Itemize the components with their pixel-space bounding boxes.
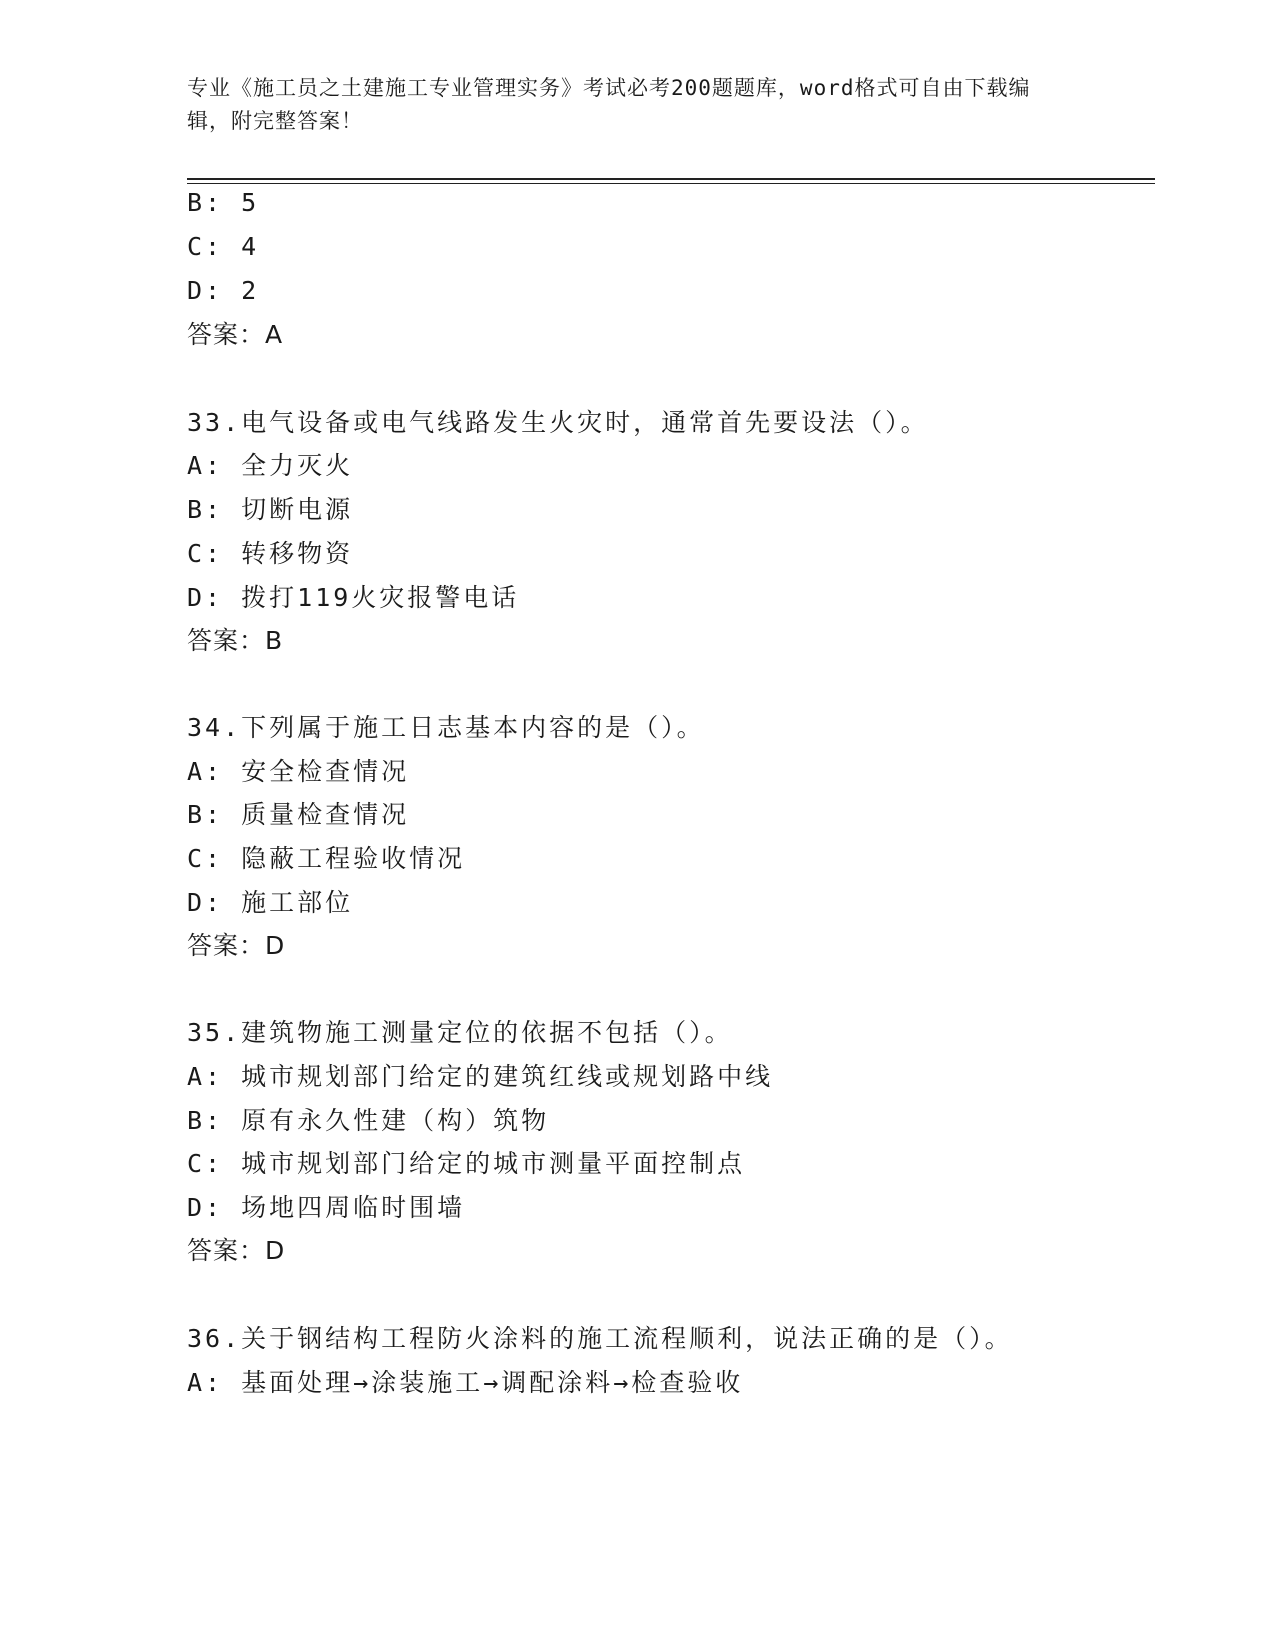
answer-line: 答案：B (187, 626, 284, 655)
option-line: B: 质量检查情况 (187, 800, 410, 829)
question-line: 33.电气设备或电气线路发生火灾时，通常首先要设法（）。 (187, 408, 929, 437)
header-divider (187, 178, 1155, 184)
option-line: C: 城市规划部门给定的城市测量平面控制点 (187, 1149, 746, 1178)
option-line: D: 场地四周临时围墙 (187, 1193, 466, 1222)
option-line: A: 基面处理→涂装施工→调配涂料→检查验收 (187, 1368, 744, 1397)
option-line: D: 拨打119火灾报警电话 (187, 583, 520, 612)
answer-line: 答案：A (187, 320, 284, 349)
question-line: 35.建筑物施工测量定位的依据不包括（）。 (187, 1018, 733, 1047)
answer-line: 答案：D (187, 931, 286, 960)
question-line: 34.下列属于施工日志基本内容的是（）。 (187, 713, 705, 742)
option-line: C: 4 (187, 232, 260, 261)
option-line: A: 城市规划部门给定的建筑红线或规划路中线 (187, 1062, 774, 1091)
option-line: B: 原有永久性建（构）筑物 (187, 1106, 550, 1135)
answer-line: 答案：D (187, 1236, 286, 1265)
option-line: D: 施工部位 (187, 888, 354, 917)
question-line: 36.关于钢结构工程防火涂料的施工流程顺利，说法正确的是（）。 (187, 1324, 1013, 1353)
option-line: B: 5 (187, 188, 260, 217)
option-line: A: 安全检查情况 (187, 757, 410, 786)
document-header: 专业《施工员之土建施工专业管理实务》考试必考200题题库，word格式可自由下载编辑，附完整答案！ (187, 76, 1031, 133)
option-line: A: 全力灭火 (187, 451, 354, 480)
option-line: D: 2 (187, 276, 260, 305)
option-line: B: 切断电源 (187, 495, 354, 524)
option-line: C: 隐蔽工程验收情况 (187, 844, 466, 873)
option-line: C: 转移物资 (187, 539, 354, 568)
